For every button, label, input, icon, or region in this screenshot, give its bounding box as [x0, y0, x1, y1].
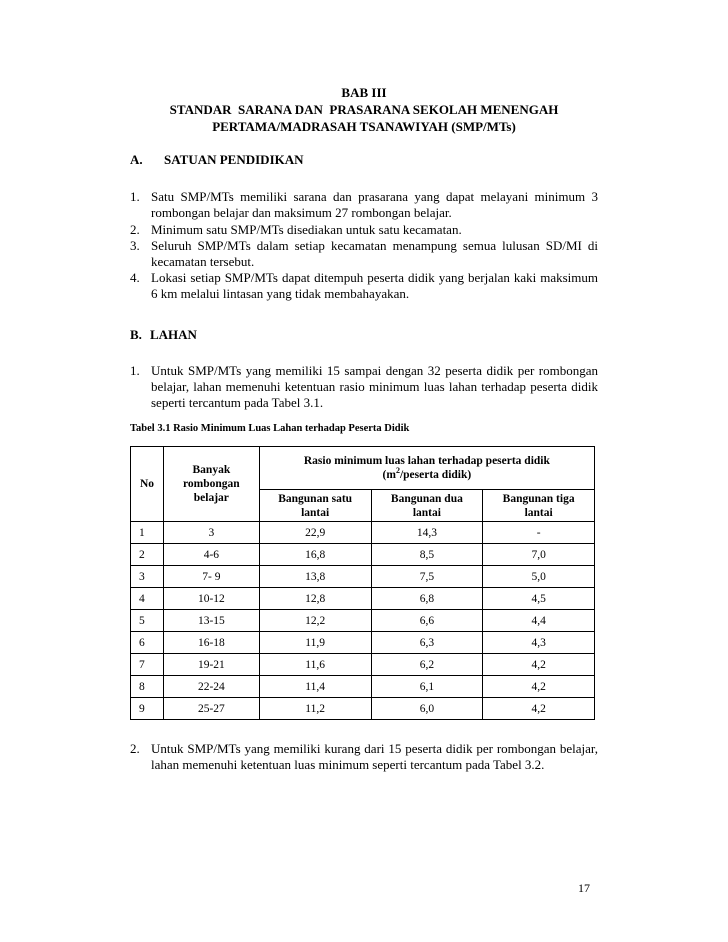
chapter-title-line-2: PERTAMA/MADRASAH TSANAWIYAH (SMP/MTs): [212, 119, 516, 134]
list-item-text: Untuk SMP/MTs yang memiliki kurang dari 15 peserta didik per rombongan belajar, lahan memenuhi ketentuan luas minimum seperti tercantum pada Tabel 3.2.: [151, 741, 598, 772]
list-item: [130, 741, 598, 773]
cell-dua-lantai: 6,6: [371, 610, 483, 632]
list-item-number: 4.: [130, 270, 140, 285]
table-body: [131, 522, 595, 720]
cell-banyak-rombongan: 3: [163, 522, 259, 544]
list-item-text: Untuk SMP/MTs yang memiliki 15 sampai dengan 32 peserta didik per rombongan belajar, lahan memenuhi ketentuan rasio minimum luas lahan terhadap peserta didik seperti tercantum pada Tabel 3.1.: [151, 363, 598, 410]
header-bangunan-satu-lantai: Bangunan satu lantai: [259, 490, 371, 522]
cell-no: 1: [131, 522, 164, 544]
cell-no: 6: [131, 632, 164, 654]
table-row: [131, 522, 595, 544]
cell-tiga-lantai: 7,0: [483, 544, 595, 566]
cell-tiga-lantai: 4,2: [483, 676, 595, 698]
cell-dua-lantai: 6,3: [371, 632, 483, 654]
cell-banyak-rombongan: 10-12: [163, 588, 259, 610]
table-row: [131, 544, 595, 566]
cell-dua-lantai: 6,2: [371, 654, 483, 676]
chapter-heading: [130, 84, 598, 135]
list-item-number: 3.: [130, 238, 140, 253]
cell-satu-lantai: 12,8: [259, 588, 371, 610]
cell-banyak-rombongan: 4-6: [163, 544, 259, 566]
cell-satu-lantai: 11,2: [259, 698, 371, 720]
list-item-text: Lokasi setiap SMP/MTs dapat ditempuh peserta didik yang berjalan kaki maksimum 6 km melalui lintasan yang tidak membahayakan.: [151, 270, 598, 301]
cell-tiga-lantai: 4,2: [483, 698, 595, 720]
cell-banyak-rombongan: 7- 9: [163, 566, 259, 588]
table-row: [131, 610, 595, 632]
cell-satu-lantai: 11,9: [259, 632, 371, 654]
cell-banyak-rombongan: 25-27: [163, 698, 259, 720]
cell-no: 8: [131, 676, 164, 698]
chapter-number: BAB III: [341, 85, 387, 100]
table-row: [131, 654, 595, 676]
ratio-table: [130, 446, 595, 720]
section-a-letter: A.: [130, 152, 143, 167]
cell-no: 7: [131, 654, 164, 676]
header-rasio-group: [259, 447, 594, 490]
cell-dua-lantai: 6,0: [371, 698, 483, 720]
list-item-text: Seluruh SMP/MTs dalam setiap kecamatan menampung semua lulusan SD/MI di kecamatan tersebut.: [151, 238, 598, 269]
cell-dua-lantai: 14,3: [371, 522, 483, 544]
page-number: 17: [578, 881, 590, 895]
cell-dua-lantai: 6,8: [371, 588, 483, 610]
list-item-text: Satu SMP/MTs memiliki sarana dan prasarana yang dapat melayani minimum 3 rombongan belajar dan maksimum 27 rombongan belajar.: [151, 189, 598, 220]
cell-tiga-lantai: 4,5: [483, 588, 595, 610]
table-row: [131, 588, 595, 610]
list-item: [130, 270, 598, 302]
header-banyak-rombongan: Banyak rombongan belajar: [163, 447, 259, 522]
cell-tiga-lantai: 4,3: [483, 632, 595, 654]
cell-dua-lantai: 8,5: [371, 544, 483, 566]
cell-satu-lantai: 11,6: [259, 654, 371, 676]
section-b-letter: B.: [130, 327, 142, 342]
cell-dua-lantai: 6,1: [371, 676, 483, 698]
cell-satu-lantai: 11,4: [259, 676, 371, 698]
cell-satu-lantai: 16,8: [259, 544, 371, 566]
cell-tiga-lantai: 4,2: [483, 654, 595, 676]
list-item-text: Minimum satu SMP/MTs disediakan untuk satu kecamatan.: [151, 222, 462, 237]
cell-no: 4: [131, 588, 164, 610]
list-item-number: 2.: [130, 741, 140, 756]
cell-tiga-lantai: -: [483, 522, 595, 544]
header-rasio-title: Rasio minimum luas lahan terhadap peserta didik: [303, 455, 550, 467]
cell-tiga-lantai: 5,0: [483, 566, 595, 588]
table-row: [131, 676, 595, 698]
cell-banyak-rombongan: 22-24: [163, 676, 259, 698]
header-bangunan-dua-lantai: Bangunan dua lantai: [371, 490, 483, 522]
cell-no: 2: [131, 544, 164, 566]
section-a-title: SATUAN PENDIDIKAN: [164, 152, 304, 167]
header-bangunan-tiga-lantai: Bangunan tiga lantai: [483, 490, 595, 522]
section-b-heading: [130, 327, 197, 343]
cell-banyak-rombongan: 19-21: [163, 654, 259, 676]
header-rasio-unit: ($m^2$/peserta didik): [382, 466, 472, 481]
table-row: [131, 632, 595, 654]
list-item-number: 1.: [130, 363, 140, 378]
cell-satu-lantai: 13,8: [259, 566, 371, 588]
list-item-number: 1.: [130, 189, 140, 204]
table-caption: Tabel 3.1 Rasio Minimum Luas Lahan terhadap Peserta Didik: [130, 423, 410, 434]
table-row: [131, 698, 595, 720]
cell-no: 5: [131, 610, 164, 632]
chapter-title-line-1: STANDAR SARANA DAN PRASARANA SEKOLAH MENENGAH: [169, 102, 559, 117]
list-item: [130, 363, 598, 411]
list-item-number: 2.: [130, 222, 140, 237]
header-no: No: [131, 447, 164, 522]
cell-satu-lantai: 22,9: [259, 522, 371, 544]
cell-banyak-rombongan: 16-18: [163, 632, 259, 654]
cell-banyak-rombongan: 13-15: [163, 610, 259, 632]
cell-tiga-lantai: 4,4: [483, 610, 595, 632]
cell-dua-lantai: 7,5: [371, 566, 483, 588]
list-item: [130, 222, 598, 238]
list-item: [130, 238, 598, 270]
section-a-heading: [130, 152, 304, 168]
cell-satu-lantai: 12,2: [259, 610, 371, 632]
section-b-title: LAHAN: [150, 327, 197, 342]
table-row: [131, 566, 595, 588]
list-item: [130, 189, 598, 221]
cell-no: 3: [131, 566, 164, 588]
cell-no: 9: [131, 698, 164, 720]
